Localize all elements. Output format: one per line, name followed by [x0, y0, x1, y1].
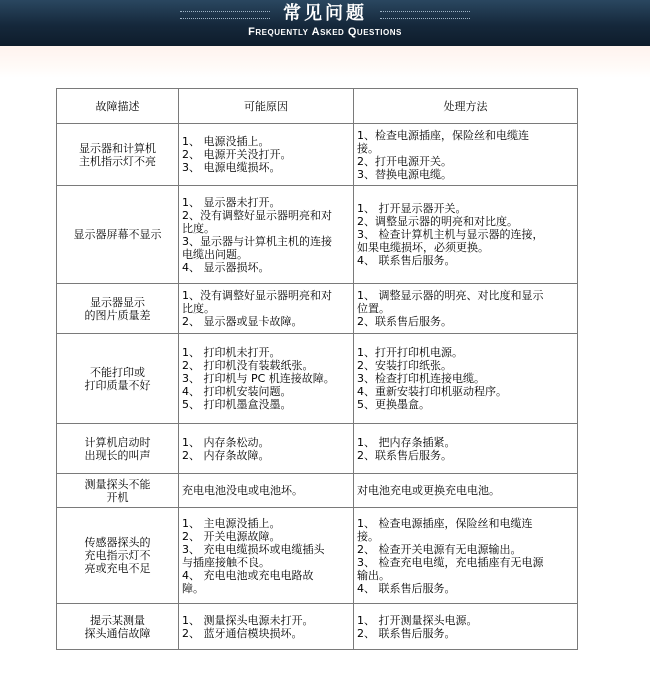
- page-subtitle: Frequently Asked Questions: [248, 26, 402, 38]
- solution-cell-line: 如果电缆损坏，必须更换。: [357, 241, 489, 254]
- faq-table: [56, 88, 578, 650]
- fault-cell-line: 出现长的叫声: [84, 448, 151, 462]
- cause-cell-line: 4、 打印机安装问题。: [182, 385, 292, 398]
- cause-cell: [179, 474, 354, 508]
- fault-cell-line: 开机: [106, 490, 129, 504]
- cause-cell-line: 1、 电源没插上。: [182, 135, 270, 148]
- fault-cell-line: 测量探头不能: [84, 477, 151, 491]
- banner-decoration-right: [380, 11, 470, 19]
- table-row: [57, 124, 578, 186]
- fault-cell: [57, 186, 179, 284]
- table-row: [57, 334, 578, 424]
- cause-cell-line: 电缆出问题。: [182, 247, 248, 261]
- table-header-row: [57, 89, 578, 124]
- header-banner: [0, 0, 650, 46]
- cause-cell-line: 2、 电源开关没打开。: [182, 148, 292, 161]
- solution-cell-line: 接。: [357, 529, 379, 543]
- cause-cell-line: 3、 打印机与 PC 机连接故障。: [182, 372, 335, 385]
- solution-cell: [354, 186, 578, 284]
- solution-cell-line: 2、联系售后服务。: [357, 315, 452, 328]
- cause-cell-line: 2、 开关电源故障。: [182, 529, 281, 543]
- fault-cell-line: 的图片质量差: [84, 308, 151, 322]
- header-gradient-band: [0, 46, 650, 78]
- fault-cell: [57, 424, 179, 474]
- cause-cell-line: 充电电池没电或电池坏。: [182, 484, 303, 497]
- solution-cell-line: 2、 检查开关电源有无电源输出。: [357, 542, 522, 556]
- solution-cell-line: 4、 联系售后服务。: [357, 254, 456, 267]
- cause-cell: [179, 424, 354, 474]
- table-row: [57, 424, 578, 474]
- cause-cell-line: 1、 显示器未打开。: [182, 195, 281, 209]
- solution-cell: [354, 508, 578, 604]
- solution-cell-line: 5、更换墨盒。: [357, 398, 430, 411]
- solution-cell: [354, 124, 578, 186]
- cause-cell: [179, 186, 354, 284]
- solution-cell-line: 4、重新安装打印机驱动程序。: [357, 385, 507, 398]
- cause-cell-line: 3、 电源电缆损坏。: [182, 161, 281, 174]
- cause-cell-line: 3、显示器与计算机主机的连接: [182, 234, 332, 248]
- banner-decoration-left: [180, 11, 270, 19]
- solution-cell: [354, 424, 578, 474]
- cause-cell-line: 1、没有调整好显示器明亮和对: [182, 289, 332, 302]
- solution-cell-line: 输出。: [357, 568, 390, 582]
- solution-cell: [354, 284, 578, 334]
- page-title: 常见问题: [283, 3, 367, 24]
- solution-cell-line: 接。: [357, 141, 379, 155]
- solution-cell-line: 2、 联系售后服务。: [357, 626, 456, 640]
- cause-cell-line: 3、 充电电缆损坏或电缆插头: [182, 542, 325, 556]
- solution-cell-line: 1、 打开测量探头电源。: [357, 613, 478, 627]
- table-row: [57, 604, 578, 650]
- table-row: [57, 284, 578, 334]
- solution-cell-line: 3、替换电源电缆。: [357, 167, 452, 181]
- cause-cell-line: 2、没有调整好显示器明亮和对: [182, 208, 332, 222]
- fault-cell: [57, 604, 179, 650]
- fault-cell-line: 显示器屏幕不显示: [73, 228, 162, 241]
- table-row: [57, 186, 578, 284]
- cause-cell-line: 2、 显示器或显卡故障。: [182, 315, 303, 328]
- fault-cell-line: 显示器和计算机: [79, 141, 156, 155]
- fault-cell-line: 传感器探头的: [84, 536, 151, 549]
- faq-table-body: [57, 124, 578, 650]
- fault-cell: [57, 124, 179, 186]
- fault-cell-line: 打印质量不好: [84, 378, 151, 392]
- solution-cell-line: 位置。: [357, 302, 390, 315]
- cause-cell-line: 比度。: [182, 302, 215, 315]
- fault-cell-line: 显示器显示: [90, 295, 145, 309]
- solution-cell-line: 3、 检查充电电缆，充电插座有无电源: [357, 555, 544, 569]
- cause-cell-line: 5、 打印机墨盒没墨。: [182, 398, 292, 411]
- solution-cell-line: 4、 联系售后服务。: [357, 581, 456, 595]
- fault-cell: [57, 508, 179, 604]
- fault-cell-line: 主机指示灯不亮: [79, 154, 156, 168]
- solution-cell: [354, 474, 578, 508]
- solution-cell: [354, 334, 578, 424]
- solution-cell-line: 2、调整显示器的明亮和对比度。: [357, 215, 518, 228]
- fault-cell-line: 不能打印或: [90, 365, 145, 379]
- fault-cell-line: 充电指示灯不: [84, 549, 151, 562]
- cause-cell-line: 4、 显示器损坏。: [182, 260, 270, 274]
- cause-cell: [179, 604, 354, 650]
- solution-cell-line: 3、 检查计算机主机与显示器的连接，: [357, 228, 544, 241]
- fault-cell-line: 探头通信故障: [84, 626, 151, 640]
- fault-cell-line: 计算机启动时: [84, 435, 151, 449]
- fault-cell: [57, 474, 179, 508]
- cause-cell-line: 4、 充电电池或充电电路故: [182, 568, 314, 582]
- cause-cell-line: 2、 内存条故障。: [182, 448, 270, 462]
- fault-cell: [57, 284, 179, 334]
- cause-cell-line: 比度。: [182, 221, 215, 235]
- solution-cell-line: 1、 检查电源插座，保险丝和电缆连: [357, 516, 533, 530]
- cause-cell: [179, 284, 354, 334]
- column-header-fault: 故障描述: [57, 89, 179, 124]
- cause-cell-line: 障。: [182, 581, 204, 595]
- solution-cell-line: 1、打开打印机电源。: [357, 346, 463, 359]
- cause-cell: [179, 334, 354, 424]
- fault-cell-line: 亮或充电不足: [84, 562, 151, 575]
- solution-cell-line: 对电池充电或更换充电电池。: [357, 484, 500, 497]
- solution-cell-line: 1、 打开显示器开关。: [357, 202, 467, 215]
- solution-cell-line: 1、检查电源插座，保险丝和电缆连: [357, 128, 529, 142]
- table-row: [57, 474, 578, 508]
- fault-cell: [57, 334, 179, 424]
- cause-cell-line: 1、 测量探头电源未打开。: [182, 613, 314, 627]
- cause-cell-line: 1、 主电源没插上。: [182, 516, 281, 530]
- table-row: [57, 508, 578, 604]
- column-header-solution: 处理方法: [354, 89, 578, 124]
- cause-cell-line: 1、 打印机未打开。: [182, 346, 281, 359]
- solution-cell: [354, 604, 578, 650]
- solution-cell-line: 2、安装打印纸张。: [357, 359, 452, 372]
- cause-cell-line: 1、 内存条松动。: [182, 435, 270, 449]
- solution-cell-line: 3、检查打印机连接电缆。: [357, 372, 485, 385]
- cause-cell-line: 2、 蓝牙通信模块损坏。: [182, 626, 303, 640]
- cause-cell: [179, 124, 354, 186]
- cause-cell-line: 2、 打印机没有装载纸张。: [182, 359, 314, 372]
- solution-cell-line: 1、 把内存条插紧。: [357, 435, 456, 449]
- cause-cell-line: 与插座接触不良。: [182, 555, 270, 569]
- solution-cell-line: 2、联系售后服务。: [357, 448, 452, 462]
- fault-cell-line: 提示某测量: [90, 613, 145, 627]
- cause-cell: [179, 508, 354, 604]
- solution-cell-line: 1、 调整显示器的明亮、对比度和显示: [357, 289, 544, 302]
- solution-cell-line: 2、打开电源开关。: [357, 154, 452, 168]
- column-header-cause: 可能原因: [179, 89, 354, 124]
